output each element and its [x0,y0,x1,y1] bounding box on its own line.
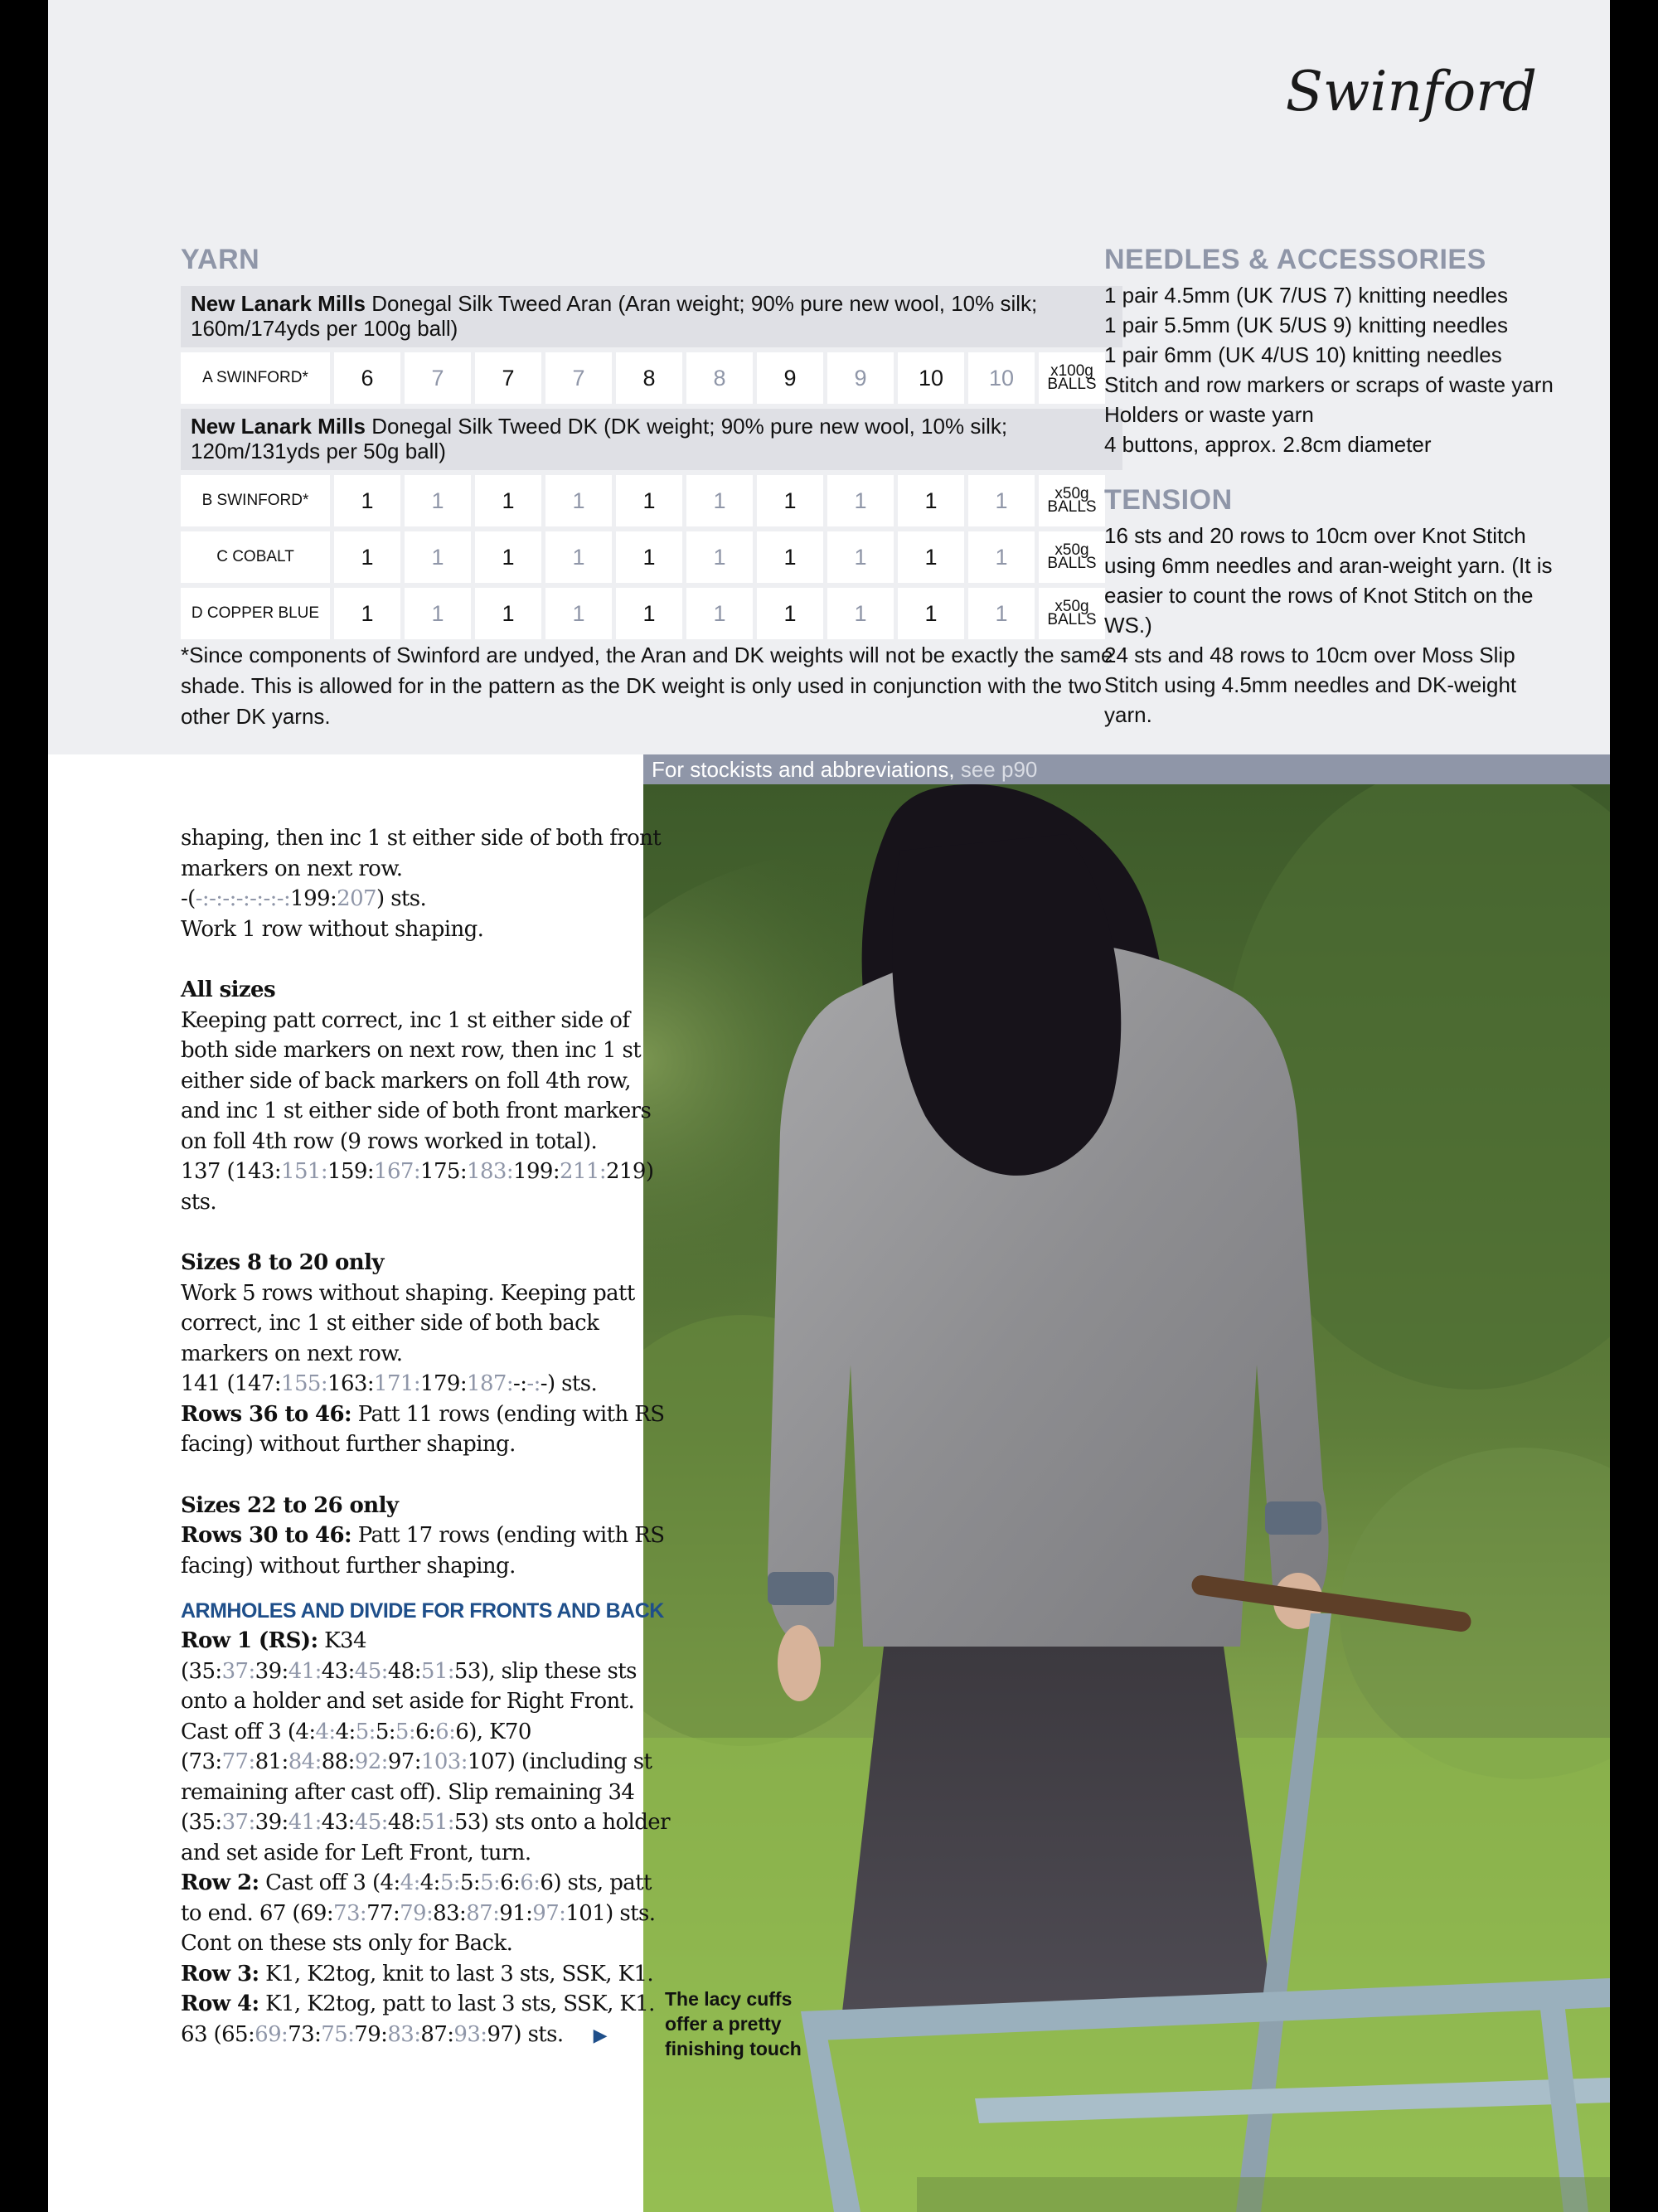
needles-line: 1 pair 6mm (UK 4/US 10) knitting needles [1104,342,1502,367]
yarn-row-c [181,531,1122,583]
body-para: Work 5 rows without shaping. Keeping patt correct, inc 1 st either side of both back markers on next row. [181,1280,635,1366]
yarn-quantity-cell: 1 [616,588,682,639]
stockists-bar [643,754,1610,784]
needles-list [1104,280,1568,459]
yarn-quantity-cell: 1 [757,588,823,639]
yarn-quantity-cell: 1 [334,588,400,639]
yarn-quantity-cell: 9 [757,352,823,404]
stitch-count: 63 (65:69:73:75:79:83:87:93:97) sts. ▶ [181,2021,607,2047]
yarn-heading: YARN [181,244,260,275]
yarn-quantity-cell: 1 [898,531,964,583]
yarn-dk-description: New Lanark Mills Donegal Silk Tweed DK (DK weight; 90% pure new wool, 10% silk; 120m/131yds per 50g ball) [181,409,1122,470]
yarn-quantity-cell: 1 [616,475,682,526]
needles-line: Holders or waste yarn [1104,402,1314,427]
yarn-label: B SWINFORD* [181,475,330,526]
pattern-title: Swinford [1285,60,1537,124]
yarn-row-b [181,475,1122,526]
continue-arrow-icon: ▶ [593,2025,607,2046]
yarn-quantity-cell: 1 [898,588,964,639]
stitch-count: -(-:-:-:-:-:-:-:199:207) sts. [181,886,427,911]
yarn-quantity-cell: 1 [545,588,612,639]
yarn-quantity-cell: 1 [545,531,612,583]
body-para: Rows 36 to 46: Patt 11 rows (ending with RS facing) without further shaping. [181,1401,665,1457]
yarn-quantity-cell: 1 [475,588,541,639]
body-para: shaping, then inc 1 st either side of both front markers on next row. [181,826,662,881]
yarn-row-a [181,352,1122,404]
needles-line: 1 pair 5.5mm (UK 5/US 9) knitting needles [1104,313,1508,337]
yarn-quantity-cell: 1 [686,475,753,526]
yarn-quantity-cell: 7 [475,352,541,404]
tension-para: 24 sts and 48 rows to 10cm over Moss Slip Stitch using 4.5mm needles and DK-weight yarn. [1104,643,1517,727]
yarn-quantity-cell: 1 [405,475,471,526]
body-para: Work 1 row without shaping. [181,916,484,942]
yarn-quantity-cell: 10 [968,352,1035,404]
yarn-label: C COBALT [181,531,330,583]
row-1: Row 1 (RS): K34 (35:37:39:41:43:45:48:51:53), slip these sts onto a holder and set aside for Right Front. Cast off 3 (4:4:4:5:5:5:6:6:6), K70 (73:77:81:84:88:92:97:103:107) (including st remaining after cast off). Slip remaining 34 (35:37:39:41:43:45:48:51:53) sts onto a holder and set aside for Left Front, turn. [181,1628,670,1865]
stitch-count: 137 (143:151:159:167:175:183:199:211:219) sts. [181,1159,654,1215]
yarn-quantity-cell: 7 [405,352,471,404]
yarn-row-d [181,588,1122,639]
yarn-quantity-cell: 1 [968,588,1035,639]
see-page-link[interactable]: see p90 [954,757,1038,782]
yarn-quantity-cell: 1 [545,475,612,526]
page [48,0,1610,2212]
body-para: Rows 30 to 46: Patt 17 rows (ending with RS facing) without further shaping. [181,1523,665,1579]
yarn-quantity-cell: 6 [334,352,400,404]
yarn-aran-description: New Lanark Mills Donegal Silk Tweed Aran (Aran weight; 90% pure new wool, 10% silk; 160m/174yds per 100g ball) [181,286,1122,347]
row-2: Row 2: Cast off 3 (4:4:4:5:5:5:6:6:6) sts, patt to end. 67 (69:73:77:79:83:87:91:97:101) sts. [181,1870,656,1926]
needles-line: Stitch and row markers or scraps of waste yarn [1104,372,1554,397]
yarn-quantity-cell: 1 [827,588,894,639]
yarn-quantity-cell: 1 [827,531,894,583]
needles-heading: NEEDLES & ACCESSORIES [1104,244,1486,275]
yarn-unit: x100g BALLS [1039,352,1105,404]
needles-line: 1 pair 4.5mm (UK 7/US 7) knitting needles [1104,283,1508,308]
section-head-sizes-22-26: Sizes 22 to 26 only [181,1492,399,1518]
yarn-quantity-cell: 1 [686,588,753,639]
section-head-all-sizes: All sizes [181,977,276,1002]
armholes-heading: ARMHOLES AND DIVIDE FOR FRONTS AND BACK [181,1599,664,1623]
tension-heading: TENSION [1104,484,1233,516]
section-head-sizes-8-20: Sizes 8 to 20 only [181,1250,384,1275]
yarn-quantity-cell: 1 [827,475,894,526]
yarn-quantity-cell: 8 [686,352,753,404]
yarn-label: D COPPER BLUE [181,588,330,639]
stockists-text: For stockists and abbreviations, [652,757,955,782]
yarn-quantity-cell: 1 [475,531,541,583]
needles-line: 4 buttons, approx. 2.8cm diameter [1104,432,1432,457]
yarn-quantity-cell: 1 [405,588,471,639]
yarn-quantity-cell: 1 [968,475,1035,526]
yarn-quantity-cell: 10 [898,352,964,404]
row-4: Row 4: K1, K2tog, patt to last 3 sts, SSK, K1. [181,1991,655,2016]
yarn-quantity-cell: 1 [334,531,400,583]
yarn-quantity-cell: 1 [334,475,400,526]
yarn-quantity-cell: 1 [405,531,471,583]
yarn-quantity-cell: 9 [827,352,894,404]
body-para: Cont on these sts only for Back. [181,1931,513,1956]
yarn-unit: x50g BALLS [1039,475,1105,526]
row-3: Row 3: K1, K2tog, knit to last 3 sts, SSK, K1. [181,1961,654,1986]
yarn-label: A SWINFORD* [181,352,330,404]
photo-caption: The lacy cuffs offer a pretty finishing touch [665,1988,802,2059]
pattern-body [181,823,670,2051]
yarn-quantity-cell: 7 [545,352,612,404]
tension-text [1104,521,1568,730]
yarn-quantity-cell: 1 [475,475,541,526]
yarn-quantity-cell: 8 [616,352,682,404]
yarn-unit: x50g BALLS [1039,531,1105,583]
stitch-count: 141 (147:155:163:171:179:187:-:-:-) sts. [181,1371,598,1396]
body-para: Keeping patt correct, inc 1 st either side of both side markers on next row, then inc 1 st either side of back markers on foll 4th row, and inc 1 st either side of both front markers on foll 4th row (9 rows worked in total). [181,1007,652,1154]
yarn-quantity-cell: 1 [616,531,682,583]
yarn-note: *Since components of Swinford are undyed, the Aran and DK weights will not be exactly the same shade. This is allowed for in the pattern as the DK weight is only used in conjunction with the two other DK yarns. [181,643,1113,729]
tension-para: 16 sts and 20 rows to 10cm over Knot Stitch using 6mm needles and aran-weight yarn. (It is easier to count the rows of Knot Stitch on the WS.) [1104,523,1553,638]
yarn-quantity-cell: 1 [757,531,823,583]
yarn-table [181,286,1122,644]
yarn-quantity-cell: 1 [757,475,823,526]
yarn-quantity-cell: 1 [968,531,1035,583]
yarn-unit: x50g BALLS [1039,588,1105,639]
yarn-quantity-cell: 1 [898,475,964,526]
yarn-quantity-cell: 1 [686,531,753,583]
